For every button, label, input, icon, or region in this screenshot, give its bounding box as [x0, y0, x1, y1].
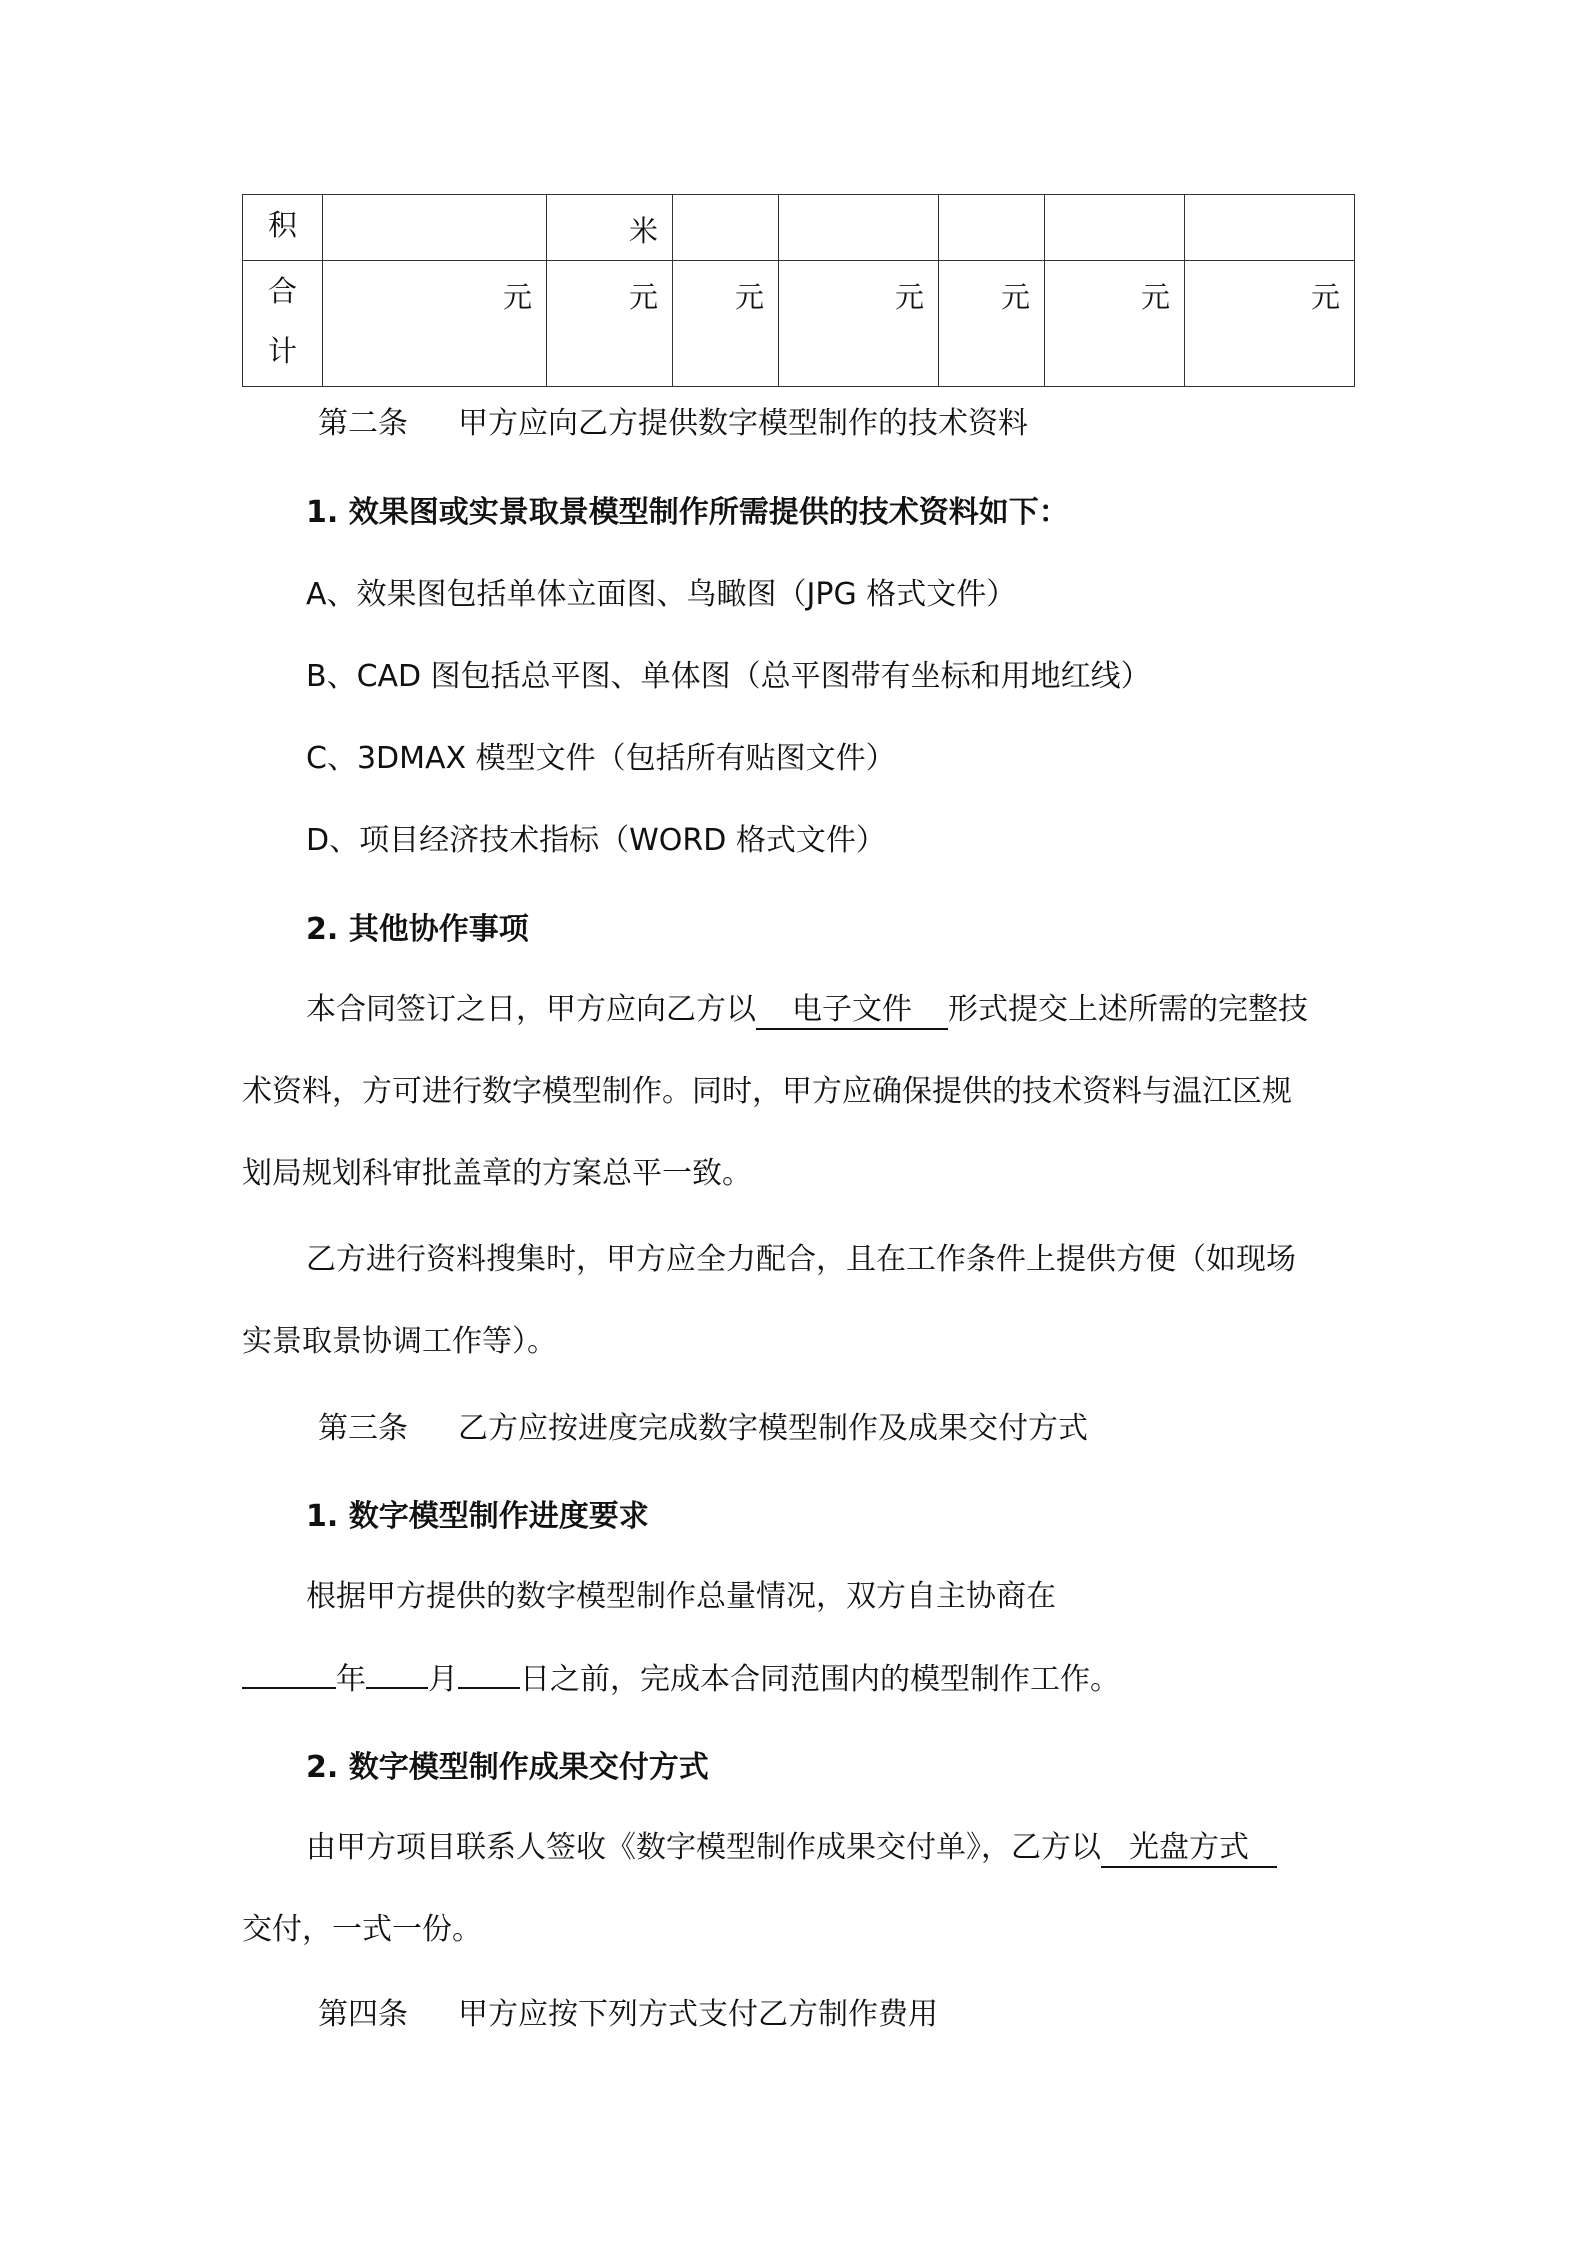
filled-blank: 电子文件: [756, 992, 948, 1030]
list-item: C、3DMAX 模型文件（包括所有贴图文件）: [306, 741, 896, 776]
list-item: A、效果图包括单体立面图、鸟瞰图（JPG 格式文件）: [306, 577, 1017, 612]
table-cell-yuan: 元: [1185, 261, 1355, 387]
date-line: [242, 1660, 1120, 1700]
list-item: D、项目经济技术指标（WORD 格式文件）: [306, 823, 886, 858]
text-span: 日之前，完成本合同范围内的模型制作工作。: [520, 1662, 1120, 1697]
section-heading: 1. 数字模型制作进度要求: [306, 1499, 649, 1534]
table-cell: [1185, 195, 1355, 261]
paragraph-line: 实景取景协调工作等）。: [242, 1324, 557, 1359]
section-heading: 1. 效果图或实景取景模型制作所需提供的技术资料如下：: [306, 495, 1069, 530]
paragraph-line: 根据甲方提供的数字模型制作总量情况，双方自主协商在: [306, 1579, 1056, 1614]
cost-table: [242, 194, 1355, 387]
month-blank: [366, 1687, 428, 1689]
table-cell: [673, 195, 779, 261]
table-cell-yuan: 元: [779, 261, 939, 387]
paragraph-line: [306, 1828, 1277, 1868]
article-title: 甲方应向乙方提供数字模型制作的技术资料: [458, 406, 1028, 441]
article-number: 第四条: [318, 1997, 408, 2032]
table-cell-label-total: [243, 261, 323, 387]
article-3-heading: [318, 1409, 1088, 1449]
table-row-total: [243, 261, 1355, 387]
table-cell-yuan: 元: [939, 261, 1045, 387]
article-4-heading: [318, 1995, 938, 2035]
text-span: 形式提交上述所需的完整技: [948, 992, 1308, 1027]
text-span: 由甲方项目联系人签收《数字模型制作成果交付单》，乙方以: [306, 1830, 1101, 1865]
article-number: 第三条: [318, 1411, 408, 1446]
filled-blank: 光盘方式: [1101, 1830, 1277, 1868]
table-cell-yuan: 元: [673, 261, 779, 387]
article-number: 第二条: [318, 406, 408, 441]
paragraph-line: [306, 990, 1308, 1030]
text-span: 本合同签订之日，甲方应向乙方以: [306, 992, 756, 1027]
paragraph-line: 术资料，方可进行数字模型制作。同时，甲方应确保提供的技术资料与温江区规: [242, 1074, 1292, 1109]
label-char: 计: [267, 334, 297, 368]
article-title: 乙方应按进度完成数字模型制作及成果交付方式: [458, 1411, 1088, 1446]
article-2-heading: [318, 404, 1028, 444]
table-cell-unit: 米: [547, 195, 673, 261]
text-span: 月: [428, 1662, 458, 1697]
table-cell-yuan: 元: [323, 261, 547, 387]
table-cell: [779, 195, 939, 261]
table-cell: [1045, 195, 1185, 261]
section-heading: 2. 数字模型制作成果交付方式: [306, 1750, 709, 1785]
text-span: 年: [336, 1662, 366, 1697]
day-blank: [458, 1687, 520, 1689]
article-title: 甲方应按下列方式支付乙方制作费用: [458, 1997, 938, 2032]
paragraph-line: 交付，一式一份。: [242, 1912, 482, 1947]
label-char: 合: [267, 274, 297, 308]
list-item: B、CAD 图包括总平图、单体图（总平图带有坐标和用地红线）: [306, 659, 1151, 694]
table-cell: [323, 195, 547, 261]
paragraph-line: 划局规划科审批盖章的方案总平一致。: [242, 1156, 752, 1191]
table-cell-yuan: 元: [547, 261, 673, 387]
paragraph-line: 乙方进行资料搜集时，甲方应全力配合，且在工作条件上提供方便（如现场: [306, 1242, 1296, 1277]
table-row-area: [243, 195, 1355, 261]
year-blank: [242, 1687, 336, 1689]
table-cell-yuan: 元: [1045, 261, 1185, 387]
section-heading: 2. 其他协作事项: [306, 912, 529, 947]
table-cell-label-area: 积: [243, 195, 323, 261]
table-cell: [939, 195, 1045, 261]
